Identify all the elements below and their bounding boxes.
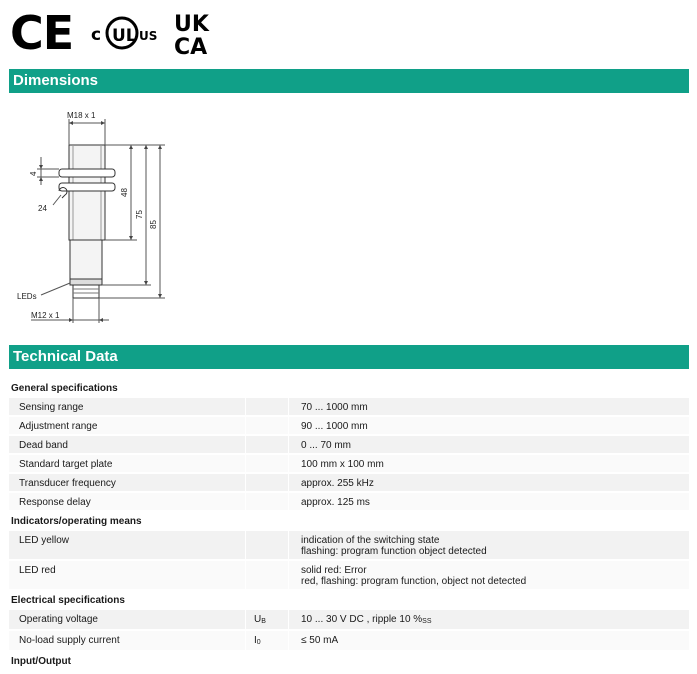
dim85-arrow-bottom: [158, 294, 162, 298]
led-band: [70, 279, 102, 285]
spec-label: Operating voltage: [9, 609, 246, 630]
category-title: Input/Output: [9, 650, 689, 669]
spec-symbol-main: U: [254, 614, 262, 625]
cul-us-text: US: [139, 29, 158, 43]
spec-value: 100 mm x 100 mm: [289, 454, 690, 473]
spec-label: Standard target plate: [9, 454, 246, 473]
dim4-arrow-bottom: [39, 177, 43, 181]
spec-value: [289, 530, 690, 560]
spec-value: 90 ... 1000 mm: [289, 416, 690, 435]
spec-value: approx. 125 ms: [289, 492, 690, 510]
spec-row-led-yellow: [9, 530, 689, 560]
spec-symbol: [246, 530, 289, 560]
spec-symbol-main: I: [254, 635, 257, 646]
spec-row-adjustment-range: [9, 416, 689, 435]
spec-value: approx. 255 kHz: [289, 473, 690, 492]
dimensions-section-header: [9, 69, 689, 93]
ukca-top-text: UK: [174, 12, 210, 37]
ce-mark-text: CE: [10, 6, 74, 60]
spec-symbol-sub: B: [261, 618, 266, 625]
leds-label: LEDs: [17, 292, 37, 301]
leds-leader: [41, 283, 70, 295]
category-row-input-output: [9, 650, 689, 669]
wrench-leader: [53, 195, 61, 205]
spec-value-sub: SS: [422, 618, 432, 625]
spec-row-transducer-frequency: [9, 473, 689, 492]
spec-label: LED yellow: [9, 530, 246, 560]
lower-housing: [70, 240, 102, 285]
spec-value-line: solid red: Error: [301, 565, 367, 576]
spec-symbol: [246, 454, 289, 473]
m18-arrow-right: [101, 121, 105, 125]
m18-arrow-left: [69, 121, 73, 125]
category-row-general: [9, 377, 689, 397]
spec-label: Response delay: [9, 492, 246, 510]
dimensions-title: Dimensions: [13, 72, 99, 89]
spec-value-line: indication of the switching state: [301, 535, 440, 546]
dim85-arrow-top: [158, 145, 162, 149]
spec-row-operating-voltage: [9, 609, 689, 630]
dim48-label: 48: [120, 188, 129, 197]
spec-value: 70 ... 1000 mm: [289, 397, 690, 416]
dim48-arrow-top: [129, 145, 133, 149]
cul-ul-text: UL: [112, 26, 137, 46]
category-title: Electrical specifications: [9, 589, 689, 609]
spec-row-dead-band: [9, 435, 689, 454]
spec-value-line: flashing: program function object detected: [301, 546, 487, 557]
spec-value-main: 10 ... 30 V DC , ripple 10 %: [301, 614, 423, 625]
spec-value: ≤ 50 mA: [289, 630, 690, 650]
dim4-arrow-top: [39, 165, 43, 169]
category-row-electrical: [9, 589, 689, 609]
technical-data-table: [9, 377, 689, 669]
ukca-bottom-text: CA: [174, 35, 208, 56]
upper-nut: [59, 169, 115, 177]
m18-label: M18 x 1: [67, 111, 96, 120]
spec-label: Sensing range: [9, 397, 246, 416]
category-row-indicators: [9, 510, 689, 530]
spec-label: Adjustment range: [9, 416, 246, 435]
spec-symbol: [246, 435, 289, 454]
m12-label: M12 x 1: [31, 311, 60, 320]
dim75-arrow-top: [144, 145, 148, 149]
spec-row-no-load-current: [9, 630, 689, 650]
spec-row-standard-target-plate: [9, 454, 689, 473]
spec-value: [289, 609, 690, 630]
m12-arrow-left: [69, 318, 73, 322]
dim75-arrow-bottom: [144, 281, 148, 285]
dim85-label: 85: [149, 220, 158, 229]
dim75-label: 75: [135, 210, 144, 219]
category-title: General specifications: [9, 377, 689, 397]
spec-symbol: [246, 492, 289, 510]
spec-row-sensing-range: [9, 397, 689, 416]
spec-label: Dead band: [9, 435, 246, 454]
category-title: Indicators/operating means: [9, 510, 689, 530]
spec-row-led-red: [9, 560, 689, 589]
spec-row-response-delay: [9, 492, 689, 510]
spec-symbol: [246, 473, 289, 492]
cul-c-text: c: [91, 25, 102, 45]
technical-data-section-header: [9, 345, 689, 369]
spec-label: No-load supply current: [9, 630, 246, 650]
ukca-logo: [173, 10, 219, 56]
certification-logos: [10, 6, 219, 60]
spec-label: LED red: [9, 560, 246, 589]
spec-label: Transducer frequency: [9, 473, 246, 492]
cul-us-logo: [87, 13, 157, 53]
spec-value: 0 ... 70 mm: [289, 435, 690, 454]
spec-symbol-sub: 0: [256, 639, 261, 646]
dim48-arrow-bottom: [129, 236, 133, 240]
spec-symbol: [246, 560, 289, 589]
spec-symbol: [246, 630, 289, 650]
lower-nut: [59, 183, 115, 191]
ce-mark-logo: [10, 6, 74, 60]
connector-m12: [73, 285, 99, 298]
spec-value-line: red, flashing: program function, object not detected: [301, 576, 527, 587]
dimension-drawing: [9, 103, 179, 335]
m12-arrow-right: [99, 318, 103, 322]
spec-symbol: [246, 609, 289, 630]
spec-symbol: [246, 397, 289, 416]
technical-data-title: Technical Data: [13, 348, 118, 365]
dim4-label: 4: [29, 171, 38, 176]
spec-symbol: [246, 416, 289, 435]
sensor-body: [69, 145, 105, 240]
spec-value: [289, 560, 690, 589]
wrench-label: 24: [38, 204, 47, 213]
